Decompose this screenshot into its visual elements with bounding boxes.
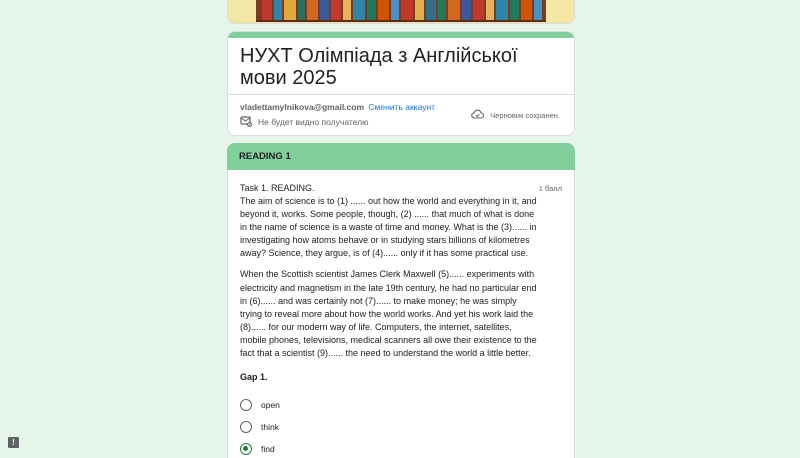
hidden-from-recipient-icon [240, 116, 252, 127]
gap-label: Gap 1. [240, 372, 268, 383]
recipient-hint [240, 116, 368, 127]
cloud-done-icon [471, 109, 484, 121]
draft-status [471, 109, 560, 121]
section-title: READING 1 [239, 151, 291, 162]
option-label: open [261, 400, 280, 411]
option-label: find [261, 444, 275, 455]
switch-account-link[interactable]: Сменить аккаунт [368, 102, 436, 112]
question-points: 1 балл [538, 184, 562, 193]
form-title-card [227, 31, 575, 136]
radio-button[interactable] [240, 421, 252, 433]
question-paragraph-2: When the Scottish scientist James Clerk Maxwell (5)...... experiments with electricity and magnetism in the late 19th century, he had no particular end in (6)...... and was certainly not (7)...... to make money; he was simply trying to reveal more about how the world works. And yet his work laid the (8)...... for our modern way of life. Computers, the internet, satellites, mobile phones, televisions, medical scanners all owe their existence to the fact that a scientist (9)...... the need to understand the world a little better. [240, 269, 537, 359]
option-think[interactable] [240, 416, 562, 438]
question-card [227, 170, 575, 458]
radio-button-selected[interactable] [240, 443, 252, 455]
radio-button[interactable] [240, 399, 252, 411]
question-text [240, 195, 540, 360]
form-header-image [227, 0, 575, 24]
draft-status-text: Черновик сохранен. [490, 110, 560, 120]
question-paragraph-1: The aim of science is to (1) ...... out how the world and everything in it, and beyond it, works. Some people, though, (2) ...... that much of what is done in the name of science is a waste of time and money. What is the (3)...... in investigating how atoms behave or in studying stars billions of kilometres away? Science, they argue, is of (4)...... only if it has some practical use. [240, 196, 537, 259]
option-find[interactable] [240, 438, 562, 458]
form-title: НУХТ Олімпіада з Англійської мови 2025 [240, 45, 518, 89]
question-title: Task 1. READING. [240, 183, 315, 193]
report-icon[interactable]: ! [8, 437, 19, 448]
recipient-hint-text: Не будет видно получателю [258, 116, 369, 127]
radio-options [240, 394, 562, 458]
account-email: vladettamylnikova@gmail.com [240, 102, 365, 112]
title-divider [228, 94, 574, 95]
option-label: think [261, 422, 279, 433]
section-header [227, 143, 575, 170]
account-line [240, 102, 435, 112]
option-open[interactable] [240, 394, 562, 416]
